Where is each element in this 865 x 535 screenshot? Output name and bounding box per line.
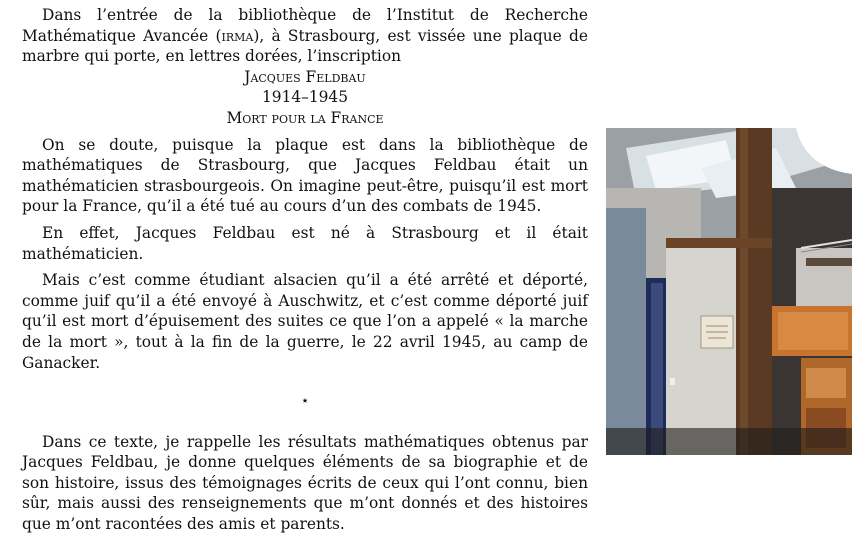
section-separator: ⋆ <box>300 393 310 410</box>
paragraph-context: On se doute, puisque la plaque est dans la bibliothèque de mathématiques de Strasbourg, que Jacques Feldbau était un mathématicien strasbourgeois. On imagine peut-être, puisqu’il est mort pour la France, qu’il a été tué au cours d’un des combats de 1945. <box>22 135 588 216</box>
paragraph-birth: En effet, Jacques Feldbau est né à Strasbourg et il était mathématicien. <box>22 223 588 263</box>
paragraph-intro <box>22 5 588 67</box>
inscription-dates: 1914–1945 <box>261 88 349 107</box>
inscription-motto: Mort pour la France <box>226 108 384 127</box>
text-column <box>22 5 588 535</box>
paragraph-intro-text: Dans l’entrée de la bibliothèque de l’Institut de Recherche Mathématique Avancée (irma), à Strasbourg, est vissée une plaque de marbre qui porte, en lettres dorées, l’inscription <box>22 6 588 66</box>
paragraph-purpose: Dans ce texte, je rappelle les résultats mathématiques obtenus par Jacques Feldbau, je donne quelques éléments de sa biographie et de son histoire, issus des témoignages écrits de ceux qui l’ont connu, bien sûr, mais aussi des renseignements que m’ont donnés et des histoires que m’ont racontées des amis et parents. <box>22 432 588 534</box>
irma-abbreviation: irma <box>221 26 254 45</box>
library-entrance-photo <box>606 128 852 455</box>
photo-illustration <box>606 128 852 455</box>
paragraph-deportation: Mais c’est comme étudiant alsacien qu’il a été arrêté et déporté, comme juif qu’il a été envoyé à Auschwitz, et c’est comme déporté juif qu’il est mort d’épuisement des suites ce que l’on a appelé « la marche de la mort », tout à la fin de la guerre, le 22 avril 1945, au camp de Ganacker. <box>22 271 588 372</box>
inscription-name: Jacques Feldbau <box>244 67 366 86</box>
